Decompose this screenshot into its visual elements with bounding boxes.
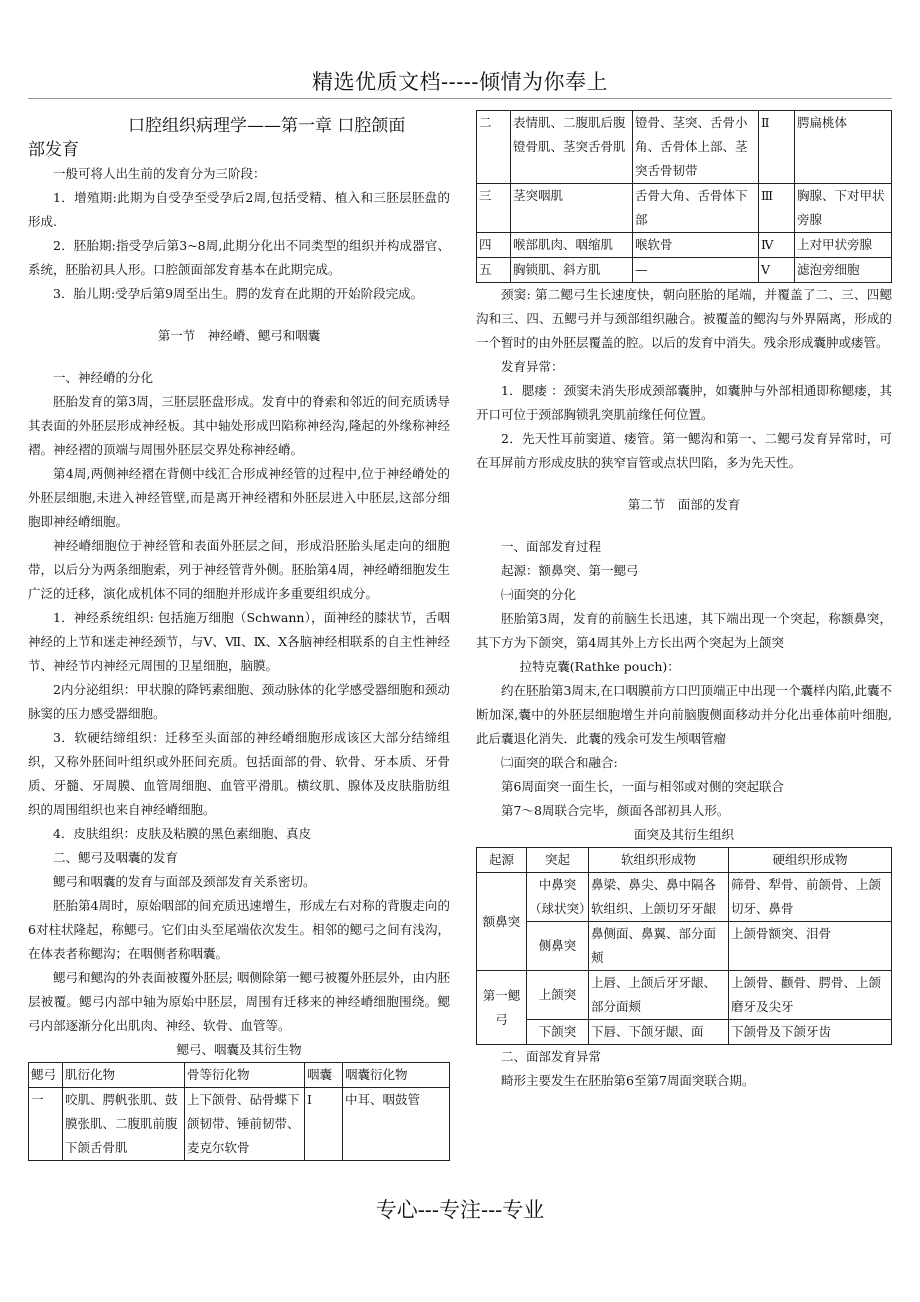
- table2-caption: 面突及其衍生组织: [633, 827, 734, 842]
- facial-process-table: [476, 847, 892, 1045]
- table-cell: 滤泡旁细胞: [795, 258, 892, 283]
- table-header: 咽囊: [305, 1063, 343, 1088]
- intro-paragraph: 一般可将人出生前的发育分为三阶段：: [53, 166, 266, 181]
- list-item: 2．先天性耳前窦道、瘘管。第一鳃沟和第一、二鳃弓发育异常时，可在耳屏前方形成皮肤的狭窄盲管或点状凹陷，多为先天性。: [476, 431, 892, 470]
- table-cell: 鼻梁、鼻尖、鼻中隔各软组织、上颌切牙牙龈: [589, 873, 729, 922]
- paragraph: 起源：额鼻突、第一鳃弓: [501, 563, 639, 578]
- paragraph: 第6周面突一面生长，一面与相邻或对侧的突起联合: [501, 779, 784, 794]
- table1-caption: 鳃弓、咽囊及其衍生物: [176, 1042, 302, 1057]
- table-cell: 一: [29, 1088, 63, 1161]
- table-cell: Ⅱ: [759, 111, 795, 184]
- chapter-title-line1: 口腔组织病理学——第一章 口腔颌面: [128, 116, 406, 136]
- table-cell: 筛骨、犁骨、前颌骨、上颌切牙、鼻骨: [729, 873, 892, 922]
- paragraph: 第7～8周联合完毕，颜面各部初具人形。: [501, 803, 730, 818]
- table-cell: 上颌突: [527, 971, 589, 1020]
- branchial-arch-table-continued: [476, 110, 892, 283]
- table-cell: 五: [477, 258, 511, 283]
- paragraph: 发育异常：: [501, 359, 564, 374]
- table-cell: 喉部肌肉、咽缩肌: [511, 233, 633, 258]
- table-row: [477, 258, 892, 283]
- table-cell: —: [633, 258, 759, 283]
- table-header: 起源: [477, 848, 527, 873]
- paragraph: 胚胎第4周时，原始咽部的间充质迅速增生，形成左右对称的背腹走向的6对柱状隆起，称鳃弓。它们由头至尾端依次发生。相邻的鳃弓之间有浅沟，在体表者称鳃沟；在咽侧者称咽囊。: [28, 898, 450, 961]
- table-cell: 鼻侧面、鼻翼、部分面颊: [589, 922, 729, 971]
- table-cell: Ⅳ: [759, 233, 795, 258]
- header-rule: [28, 98, 892, 99]
- paragraph: 鳃弓和咽囊的发育与面部及颈部发育关系密切。: [53, 874, 316, 889]
- table-header: 咽囊衍化物: [343, 1063, 450, 1088]
- paragraph: 胚胎第3周，发育的前脑生长迅速，其下端出现一个突起，称额鼻突，其下方为下颌突，第4周其外上方长出两个突起为上颌突: [476, 611, 892, 650]
- table-cell: 下唇、下颌牙龈、面: [589, 1020, 729, 1045]
- table-cell: Ⅲ: [759, 184, 795, 233]
- paragraph: 胚胎发育的第3周，三胚层胚盘形成。发育中的脊索和邻近的间充质诱导其表面的外胚层形成神经板。其中轴处形成凹陷称神经沟,隆起的外缘称神经褶。神经褶的顶端与周围外胚层交界处称神经嵴。: [28, 394, 450, 457]
- paragraph: 神经嵴细胞位于神经管和表面外胚层之间，形成沿胚胎头尾走向的细胞带，以后分为两条细胞索，列于神经管背外侧。胚胎第4周，神经嵴细胞发生广泛的迁移，演化成机体不同的细胞并形成许多重要组织成分。: [28, 538, 450, 601]
- table-row: [477, 111, 892, 184]
- table-cell: 表情肌、二腹肌后腹镫骨肌、茎突舌骨肌: [511, 111, 633, 184]
- table-row: [477, 184, 892, 233]
- list-item: 2内分泌组织：甲状腺的降钙素细胞、颈动脉体的化学感受器细胞和颈动脉窦的压力感受器细胞。: [28, 682, 450, 721]
- table-header: 硬组织形成物: [729, 848, 892, 873]
- right-column: [476, 110, 892, 1093]
- list-item: 3．软硬结缔组织：迁移至头面部的神经嵴细胞形成该区大部分结缔组织，又称外胚间叶组织或外胚间充质。包括面部的骨、软骨、牙本质、牙骨质、牙髓、牙周膜、血管周细胞、血管平滑肌。横纹肌、腺体及皮肤脂肪组织的周围组织也来自神经嵴细胞。: [28, 730, 450, 817]
- table-cell: 茎突咽肌: [511, 184, 633, 233]
- table-cell: 胸腺、下对甲状旁腺: [795, 184, 892, 233]
- subheading: ㈠面突的分化: [501, 587, 577, 602]
- heading-face-process: 一、面部发育过程: [501, 539, 602, 554]
- table-cell: 三: [477, 184, 511, 233]
- table-cell: 侧鼻突: [527, 922, 589, 971]
- subheading: ㈡面突的联合和融合:: [501, 755, 618, 770]
- chapter-title-line2: 部发育: [28, 140, 79, 160]
- table-header: 肌衍化物: [63, 1063, 185, 1088]
- branchial-arch-table: [28, 1062, 450, 1161]
- list-item: 1．神经系统组织: 包括施万细胞（Schwann），面神经的膝状节，舌咽神经的上节和迷走神经颈节，与Ⅴ、Ⅶ、Ⅸ、Ⅹ各脑神经相联系的自主性神经节、神经节内神经元周围的卫星细胞，脑膜。: [28, 610, 450, 673]
- table-header: 软组织形成物: [589, 848, 729, 873]
- table-row: [29, 1088, 450, 1161]
- stage-3: 3．胎儿期:受孕后第9周至出生。腭的发育在此期的开始阶段完成。: [53, 286, 424, 301]
- table-cell: 二: [477, 111, 511, 184]
- table-cell: 四: [477, 233, 511, 258]
- table-row: [477, 1020, 892, 1045]
- paragraph-cervical-sinus: 颈窦: 第二鳃弓生长速度快，朝向胚胎的尾端，并覆盖了二、三、四鳃沟和三、四、五鳃弓并与颈部组织融合。被覆盖的鳃沟与外界隔离，形成的一个暂时的由外胚层覆盖的腔。以后的发育中消失。残余形成囊肿或瘘管。: [476, 287, 892, 350]
- table-cell: 中鼻突（球状突）: [527, 873, 589, 922]
- heading-neural-crest: 一、神经嵴的分化: [53, 370, 154, 385]
- table-cell: 上下颌骨、砧骨蝶下颌韧带、锤前韧带、麦克尔软骨: [185, 1088, 305, 1161]
- table-cell: 镫骨、茎突、舌骨小角、舌骨体上部、茎突舌骨韧带: [633, 111, 759, 184]
- table-cell: 上颌骨、颧骨、腭骨、上颌磨牙及尖牙: [729, 971, 892, 1020]
- heading-branchial-arch: 二、鳃弓及咽囊的发育: [53, 850, 179, 865]
- table-cell: 下颌突: [527, 1020, 589, 1045]
- list-item: 1．腮瘘 ：颈窦未消失形成颈部囊肿，如囊肿与外部相通即称鳃瘘，其开口可位于颈部胸锁乳突肌前缘任何位置。: [476, 383, 892, 422]
- paragraph: 约在胚胎第3周末,在口咽膜前方口凹顶端正中出现一个囊样内陷,此囊不断加深,囊中的外胚层细胞增生并向前脑腹侧面移动并分化出垂体前叶细胞,此后囊退化消失．此囊的残余可发生颅咽管瘤: [476, 683, 892, 746]
- list-item: 4．皮肤组织：皮肤及粘膜的黑色素细胞、真皮: [53, 826, 311, 841]
- section-2-title: 第二节 面部的发育: [627, 497, 741, 512]
- table-row: [477, 873, 892, 922]
- subheading-rathke: 拉特克囊(Rathke pouch)：: [519, 659, 680, 674]
- table-cell: 舌骨大角、舌骨体下部: [633, 184, 759, 233]
- table-cell: 咬肌、腭帆张肌、鼓膜张肌、二腹肌前腹下颌舌骨肌: [63, 1088, 185, 1161]
- table-cell: 中耳、咽鼓管: [343, 1088, 450, 1161]
- paragraph: 畸形主要发生在胚胎第6至第7周面突联合期。: [501, 1073, 755, 1088]
- table-cell: 上颌骨额突、泪骨: [729, 922, 892, 971]
- paragraph: 鳃弓和鳃沟的外表面被覆外胚层; 咽侧除第一鳃弓被覆外胚层外，由内胚层被覆。鳃弓内部中轴为原始中胚层，周围有迁移来的神经嵴细胞围绕。鳃弓内部逐渐分化出肌肉、神经、软骨、血管等。: [28, 970, 450, 1033]
- table-cell: Ⅴ: [759, 258, 795, 283]
- table-row: [477, 971, 892, 1020]
- heading-face-anomaly: 二、面部发育异常: [501, 1049, 602, 1064]
- page-footer: 专心---专注---专业: [375, 1198, 545, 1222]
- table-cell: 额鼻突: [477, 873, 527, 971]
- table-cell: 第一鳃弓: [477, 971, 527, 1045]
- page-header: 精选优质文档-----倾情为你奉上: [312, 70, 608, 94]
- left-column: [28, 108, 450, 1161]
- table-row: [477, 922, 892, 971]
- table-cell: 上对甲状旁腺: [795, 233, 892, 258]
- section-1-title: 第一节 神经嵴、鳃弓和咽囊: [157, 328, 321, 343]
- table-cell: 上唇、上颌后牙牙龈、部分面颊: [589, 971, 729, 1020]
- table-cell: 下颌骨及下颌牙齿: [729, 1020, 892, 1045]
- table-cell: 胸锁肌、斜方肌: [511, 258, 633, 283]
- paragraph: 第4周,两侧神经褶在背侧中线汇合形成神经管的过程中,位于神经嵴处的外胚层细胞,未进入神经管壁,而是离开神经褶和外胚层进入中胚层,这部分细胞即神经嵴细胞。: [28, 466, 450, 529]
- table-row: [477, 233, 892, 258]
- table-header-row: [29, 1063, 450, 1088]
- table-header: 骨等衍化物: [185, 1063, 305, 1088]
- stage-1: 1．增殖期:此期为自受孕至受孕后2周,包括受精、植入和三胚层胚盘的形成.: [28, 190, 450, 229]
- table-cell: Ⅰ: [305, 1088, 343, 1161]
- table-cell: 腭扁桃体: [795, 111, 892, 184]
- table-header: 突起: [527, 848, 589, 873]
- table-cell: 喉软骨: [633, 233, 759, 258]
- table-header-row: [477, 848, 892, 873]
- table-header: 鳃弓: [29, 1063, 63, 1088]
- stage-2: 2．胚胎期:指受孕后第3~8周,此期分化出不同类型的组织并构成器官、系统，胚胎初具人形。口腔颌面部发育基本在此期完成。: [28, 238, 450, 277]
- chapter-title: [28, 114, 450, 162]
